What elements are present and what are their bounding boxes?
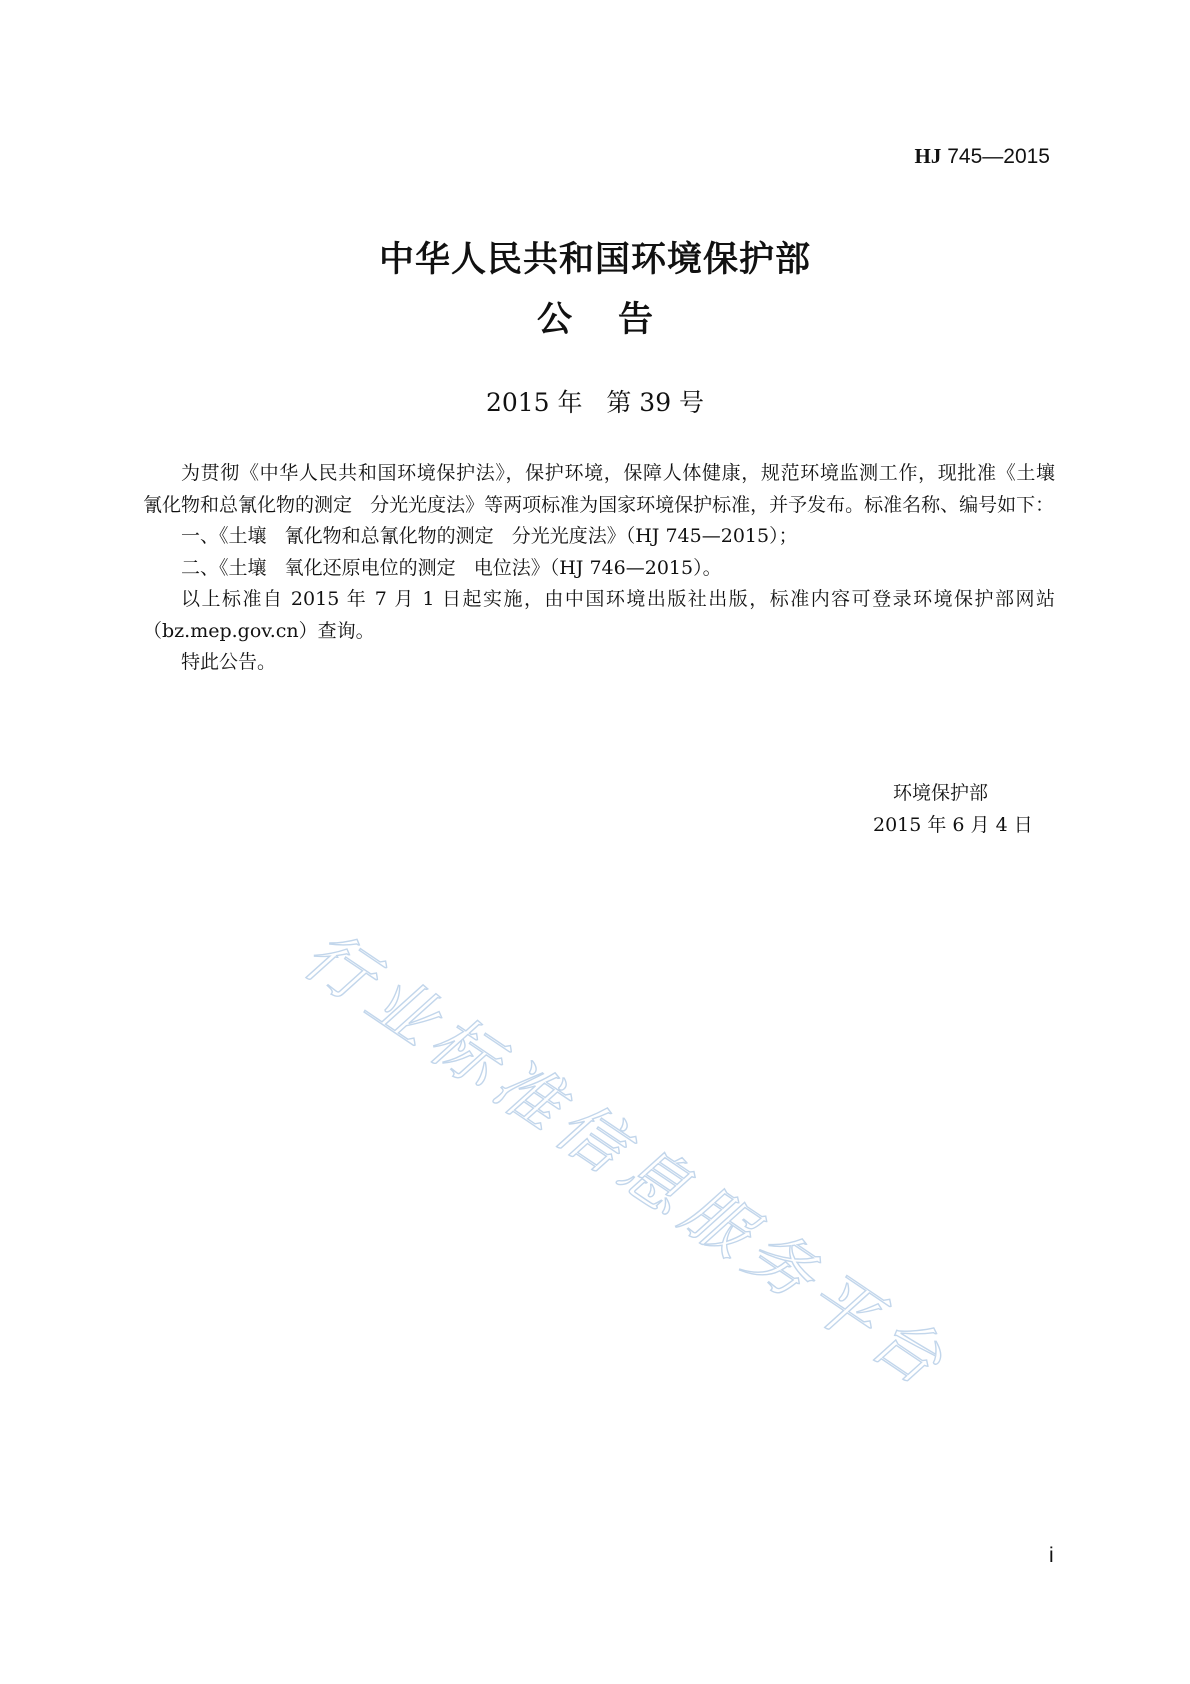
announcement-body: [143, 458, 1074, 679]
body-paragraph-closing: 特此公告。: [181, 651, 277, 673]
signature-date: 2015 年 6 月 4 日: [873, 814, 1033, 836]
standard-code: [915, 144, 1050, 169]
standard-number: 745—2015: [947, 145, 1050, 168]
body-paragraph-item-1: 一、《土壤 氰化物和总氰化物的测定 分光光度法》（HJ 745—2015）；: [181, 525, 798, 547]
standard-prefix: HJ: [914, 144, 942, 168]
body-paragraph-item-2: 二、《土壤 氧化还原电位的测定 电位法》（HJ 746—2015）。: [181, 556, 722, 579]
signature-organization: 环境保护部: [893, 782, 989, 804]
announcement-title: 公告: [536, 300, 699, 340]
watermark: 行业标准信息服务平台: [290, 916, 964, 1405]
body-paragraph-effective: 以上标准自 2015 年 7 月 1 日起实施，由中国环境出版社出版，标准内容可登录环境保护部网站（bz.mep.gov.cn）查询。: [143, 588, 1055, 642]
ministry-title: 中华人民共和国环境保护部: [378, 240, 811, 280]
issue-number: 2015 年 第 39 号: [485, 388, 705, 417]
page-number: i: [1049, 1544, 1054, 1567]
body-paragraph-intro: 为贯彻《中华人民共和国环境保护法》，保护环境，保障人体健康，规范环境监测工作，现批准《土壤 氰化物和总氰化物的测定 分光光度法》等两项标准为国家环境保护标准，并予发布。标准名称、编号如下：: [143, 462, 1074, 516]
